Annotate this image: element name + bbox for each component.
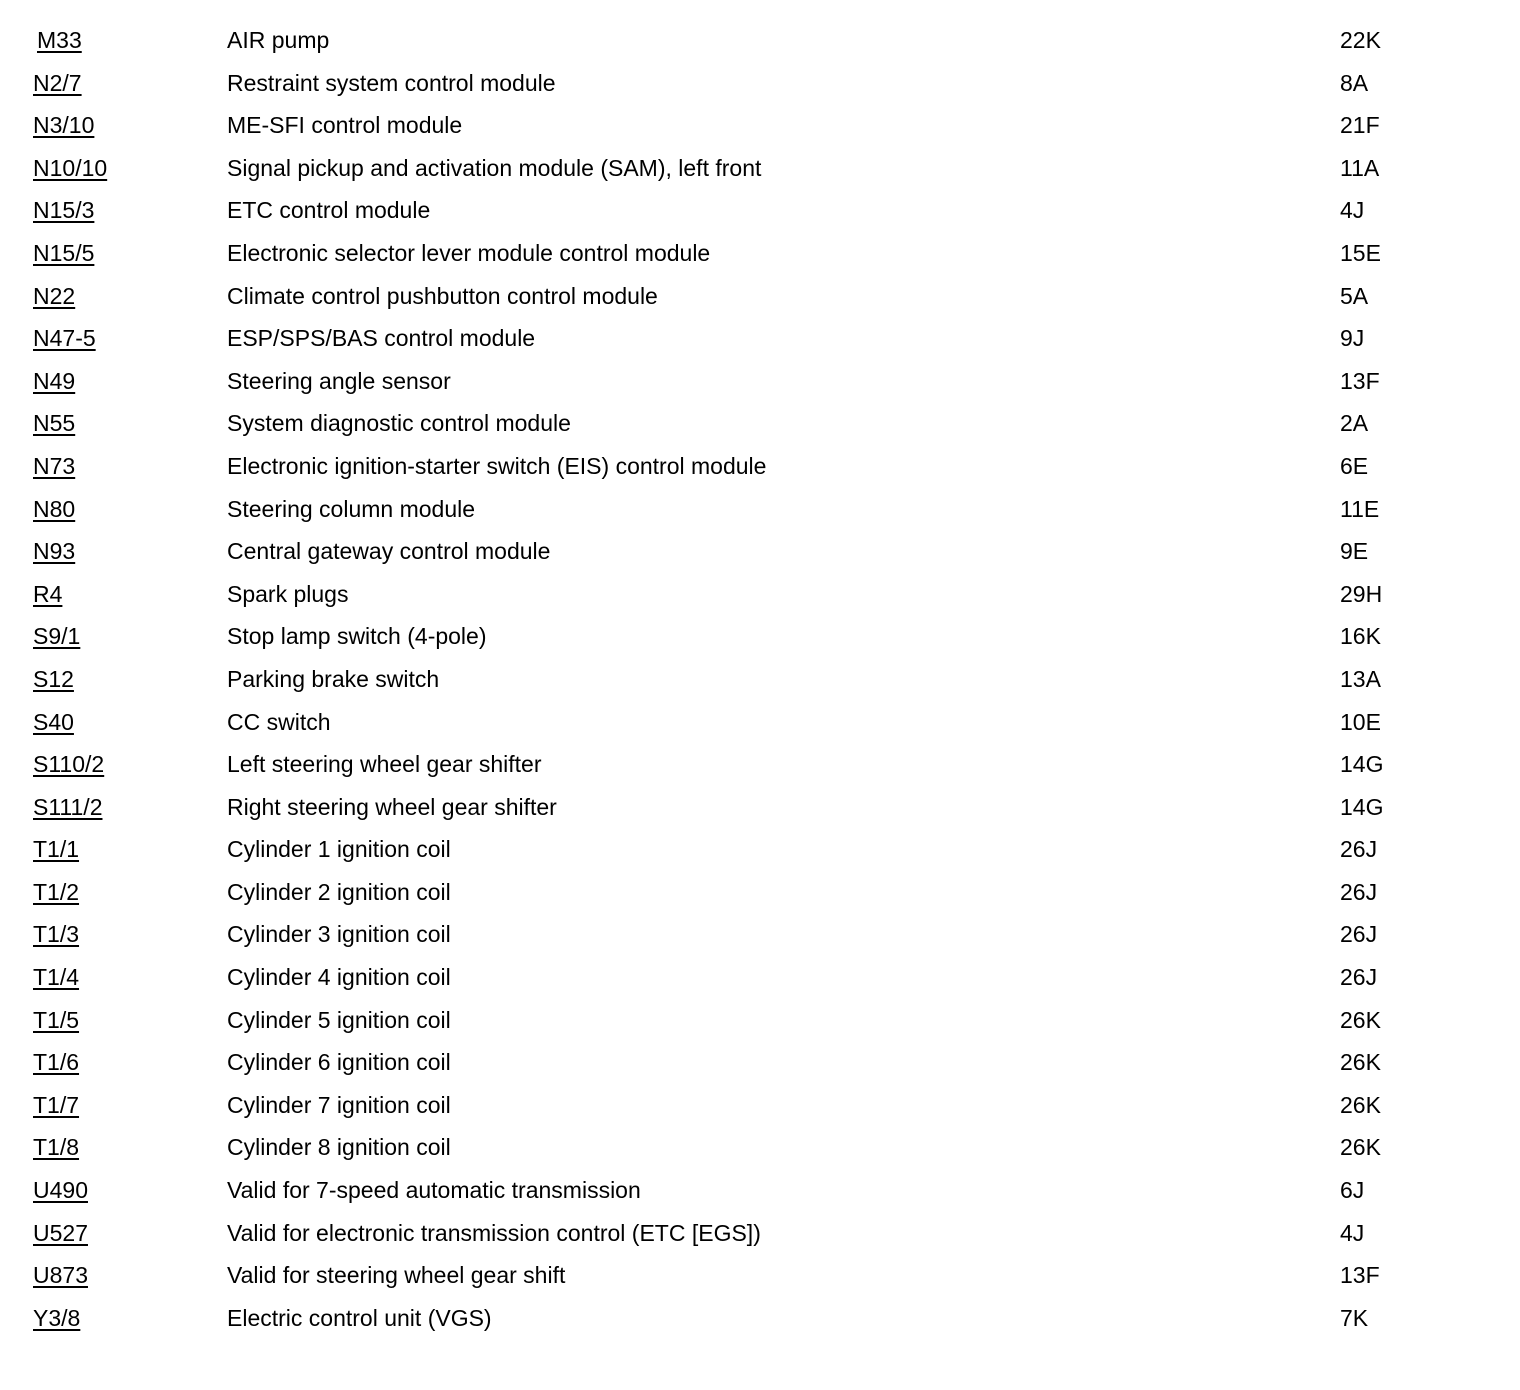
component-code-link[interactable]: N80: [33, 495, 76, 522]
component-code-link[interactable]: N10/10: [33, 154, 108, 181]
grid-location: 14G: [1340, 751, 1384, 778]
grid-location: 16K: [1340, 623, 1381, 650]
component-code-link[interactable]: T1/4: [33, 964, 80, 991]
grid-location: 26J: [1340, 964, 1378, 991]
table-row: [0, 189, 1520, 232]
component-description: Valid for 7-speed automatic transmission: [227, 1177, 641, 1204]
grid-location: 26J: [1340, 878, 1378, 905]
table-row: [0, 275, 1520, 318]
component-description: Steering angle sensor: [227, 367, 451, 394]
component-description: Central gateway control module: [227, 538, 551, 565]
grid-location: 13A: [1340, 665, 1381, 692]
grid-location: 11E: [1340, 495, 1380, 522]
component-description: Cylinder 1 ignition coil: [227, 836, 451, 863]
table-row: [0, 615, 1520, 658]
table-row: [0, 104, 1520, 147]
component-code-link[interactable]: U490: [33, 1177, 88, 1204]
component-description: Electronic ignition-starter switch (EIS) control module: [227, 452, 767, 479]
table-row: [0, 743, 1520, 786]
component-code-link[interactable]: S110/2: [33, 751, 105, 778]
grid-location: 11A: [1340, 154, 1380, 181]
component-code-link[interactable]: T1/7: [33, 1091, 80, 1118]
table-row: [0, 658, 1520, 701]
component-code-link[interactable]: N2/7: [33, 69, 82, 96]
table-row: [0, 913, 1520, 956]
component-code-link[interactable]: N3/10: [33, 112, 95, 139]
component-code-link[interactable]: T1/1: [33, 836, 80, 863]
component-code-link[interactable]: R4: [33, 580, 63, 607]
grid-location: 5A: [1340, 282, 1369, 309]
component-code-link[interactable]: N93: [33, 538, 76, 565]
grid-location: 22K: [1340, 27, 1381, 53]
grid-location: 26K: [1340, 1006, 1381, 1033]
component-code-link[interactable]: N49: [33, 367, 76, 394]
table-row: [0, 786, 1520, 829]
component-description: Valid for steering wheel gear shift: [227, 1262, 566, 1289]
component-description: Cylinder 8 ignition coil: [227, 1134, 451, 1161]
table-row: [0, 147, 1520, 190]
component-description: Cylinder 5 ignition coil: [227, 1006, 451, 1033]
component-description: Electric control unit (VGS): [227, 1304, 492, 1331]
grid-location: 21F: [1340, 112, 1380, 139]
grid-location: 4J: [1340, 197, 1365, 224]
grid-location: 6E: [1340, 452, 1369, 479]
grid-location: 10E: [1340, 708, 1381, 735]
component-description: ETC control module: [227, 197, 431, 224]
table-row: [0, 956, 1520, 999]
component-description: CC switch: [227, 708, 331, 735]
table-row: [0, 232, 1520, 275]
table-row: [0, 1041, 1520, 1084]
component-code-link[interactable]: S40: [33, 708, 74, 735]
component-description: Valid for electronic transmission control (ETC [EGS]): [227, 1219, 761, 1246]
table-row: [0, 317, 1520, 360]
table-row: [0, 701, 1520, 744]
component-code-link[interactable]: U873: [33, 1262, 88, 1289]
component-description: Restraint system control module: [227, 69, 556, 96]
component-description: Signal pickup and activation module (SAM), left front: [227, 154, 762, 181]
grid-location: 2A: [1340, 410, 1369, 437]
grid-location: 26J: [1340, 836, 1378, 863]
component-description: ESP/SPS/BAS control module: [227, 325, 536, 352]
component-description: Left steering wheel gear shifter: [227, 751, 542, 778]
component-code-link[interactable]: S9/1: [33, 623, 81, 650]
grid-location: 26K: [1340, 1134, 1381, 1161]
grid-location: 15E: [1340, 239, 1381, 266]
grid-location: 8A: [1340, 69, 1369, 96]
component-description: Cylinder 6 ignition coil: [227, 1049, 451, 1076]
component-description: Spark plugs: [227, 580, 349, 607]
grid-location: 6J: [1340, 1177, 1365, 1204]
component-description: ME-SFI control module: [227, 112, 463, 139]
table-row: [0, 1254, 1520, 1297]
table-row: [0, 999, 1520, 1042]
component-code-link[interactable]: T1/2: [33, 878, 80, 905]
component-code-link[interactable]: T1/3: [33, 921, 80, 948]
component-code-link[interactable]: U527: [33, 1219, 88, 1246]
component-code-link[interactable]: T1/6: [33, 1049, 80, 1076]
component-description: Climate control pushbutton control module: [227, 282, 658, 309]
table-row: [0, 402, 1520, 445]
component-code-link[interactable]: N47-5: [33, 325, 96, 352]
table-row: [0, 1084, 1520, 1127]
table-row: [0, 488, 1520, 531]
grid-location: 14G: [1340, 793, 1384, 820]
grid-location: 26K: [1340, 1091, 1381, 1118]
grid-location: 13F: [1340, 367, 1380, 394]
table-row: [0, 573, 1520, 616]
table-row: [0, 828, 1520, 871]
grid-location: 26J: [1340, 921, 1378, 948]
component-description: Cylinder 4 ignition coil: [227, 964, 451, 991]
component-code-link[interactable]: M33: [37, 27, 82, 53]
table-row: [0, 871, 1520, 914]
component-description: Parking brake switch: [227, 665, 440, 692]
grid-location: 7K: [1340, 1304, 1369, 1331]
component-description: AIR pump: [227, 27, 330, 53]
component-description: System diagnostic control module: [227, 410, 571, 437]
component-code-link[interactable]: N15/5: [33, 239, 95, 266]
grid-location: 9J: [1340, 325, 1365, 352]
table-row: [0, 530, 1520, 573]
table-row: [0, 1169, 1520, 1212]
component-description: Steering column module: [227, 495, 476, 522]
table-row: [0, 1297, 1520, 1340]
component-description: Right steering wheel gear shifter: [227, 793, 557, 820]
component-legend-table: [0, 19, 1520, 1339]
component-code-link[interactable]: T1/5: [33, 1006, 80, 1033]
grid-location: 29H: [1340, 580, 1383, 607]
table-row: [0, 1212, 1520, 1255]
component-description: Electronic selector lever module control module: [227, 239, 711, 266]
table-row: [0, 360, 1520, 403]
component-code-link[interactable]: S111/2: [33, 793, 103, 820]
component-code-link[interactable]: N73: [33, 452, 76, 479]
component-code-link[interactable]: N55: [33, 410, 76, 437]
component-description: Cylinder 2 ignition coil: [227, 878, 451, 905]
component-code-link[interactable]: S12: [33, 665, 74, 692]
component-code-link[interactable]: Y3/8: [33, 1304, 81, 1331]
component-code-link[interactable]: N15/3: [33, 197, 95, 224]
grid-location: 4J: [1340, 1219, 1365, 1246]
component-description: Cylinder 7 ignition coil: [227, 1091, 451, 1118]
component-code-link[interactable]: N22: [33, 282, 76, 309]
component-code-link[interactable]: T1/8: [33, 1134, 80, 1161]
component-description: Stop lamp switch (4-pole): [227, 623, 487, 650]
grid-location: 9E: [1340, 538, 1369, 565]
grid-location: 13F: [1340, 1262, 1380, 1289]
table-row: [0, 445, 1520, 488]
table-row: [0, 62, 1520, 105]
grid-location: 26K: [1340, 1049, 1381, 1076]
table-row: [0, 19, 1520, 62]
table-row: [0, 1126, 1520, 1169]
component-description: Cylinder 3 ignition coil: [227, 921, 451, 948]
